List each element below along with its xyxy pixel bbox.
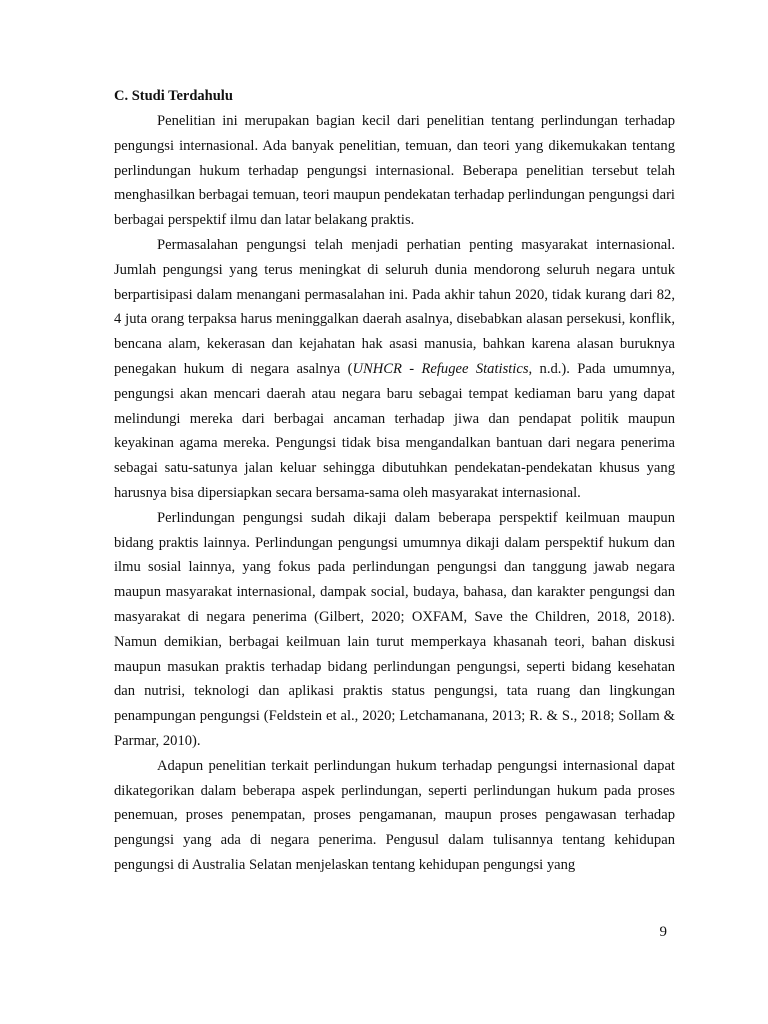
- citation-italic: UNHCR - Refugee Statistics: [352, 360, 529, 377]
- paragraph-2-text-start: Permasalahan pengungsi telah menjadi perhatian penting masyarakat internasional. Jumlah pengungsi yang terus meningkat di seluruh dunia mendorong seluruh negara untuk berpartisipasi dalam menangani permasalahan ini. Pada akhir tahun 2020, tidak kurang dari 82, 4 juta orang terpaksa harus meninggalkan daerah asalnya, disebabkan alasan persekusi, konflik, bencana alam, kekerasan dan kejahatan hak asasi manusia, bahkan karena alasan buruknya penegakan hukum di negara asalnya (: [114, 236, 675, 377]
- section-heading: C. Studi Terdahulu: [114, 88, 233, 104]
- paragraph-1: Penelitian ini merupakan bagian kecil dari penelitian tentang perlindungan terhadap pengungsi internasional. Ada banyak penelitian, temuan, dan teori yang dikemukakan tentang perlindungan hukum terhadap pengungsi internasional. Beberapa penelitian tersebut telah menghasilkan berbagai temuan, teori maupun pendekatan terhadap perlindungan pengungsi dari berbagai perspektif ilmu dan latar belakang praktis.: [114, 113, 675, 229]
- body-text: [114, 109, 675, 878]
- page-number: 9: [659, 924, 667, 940]
- paragraph-2: [114, 233, 675, 506]
- paragraph-4: Adapun penelitian terkait perlindungan hukum terhadap pengungsi internasional dapat dikategorikan dalam beberapa aspek perlindungan, seperti perlindungan hukum pada proses penemuan, proses penempatan, proses pengamanan, maupun proses pengawasan terhadap pengungsi yang ada di negara penerima. Pengusul dalam tulisannya tentang kehidupan pengungsi di Australia Selatan menjelaskan tentang kehidupan pengungsi yang: [114, 757, 675, 873]
- paragraph-2-text-end: , n.d.). Pada umumnya, pengungsi akan mencari daerah atau negara baru sebagai tempat kediaman baru yang dapat melindungi mereka dari berbagai ancaman terhadap jiwa dan pendapat politik maupun keyakinan agama mereka. Pengungsi tidak bisa mengandalkan bantuan dari negara penerima sebagai satu-satunya jalan keluar sehingga dibutuhkan pendekatan-pendekatan khusus yang harusnya bisa dipersiapkan secara bersama-sama oleh masyarakat internasional.: [114, 360, 675, 501]
- paragraph-3: Perlindungan pengungsi sudah dikaji dalam beberapa perspektif keilmuan maupun bidang praktis lainnya. Perlindungan pengungsi umumnya dikaji dalam perspektif hukum dan ilmu sosial lainnya, yang fokus pada perlindungan pengungsi dan tanggung jawab negara maupun masyarakat internasional, dampak social, budaya, bahasa, dan karakter pengungsi dan masyarakat di negara penerima (Gilbert, 2020; OXFAM, Save the Children, 2018, 2018). Namun demikian, berbagai keilmuan lain turut memperkaya khasanah teori, bahan diskusi maupun masukan praktis terhadap bidang perlindungan pengungsi, seperti bidang kesehatan dan nutrisi, teknologi dan aplikasi praktis status pengungsi, tata ruang dan lingkungan penampungan pengungsi (Feldstein et al., 2020; Letchamanana, 2013; R. & S., 2018; Sollam & Parmar, 2010).: [114, 509, 675, 749]
